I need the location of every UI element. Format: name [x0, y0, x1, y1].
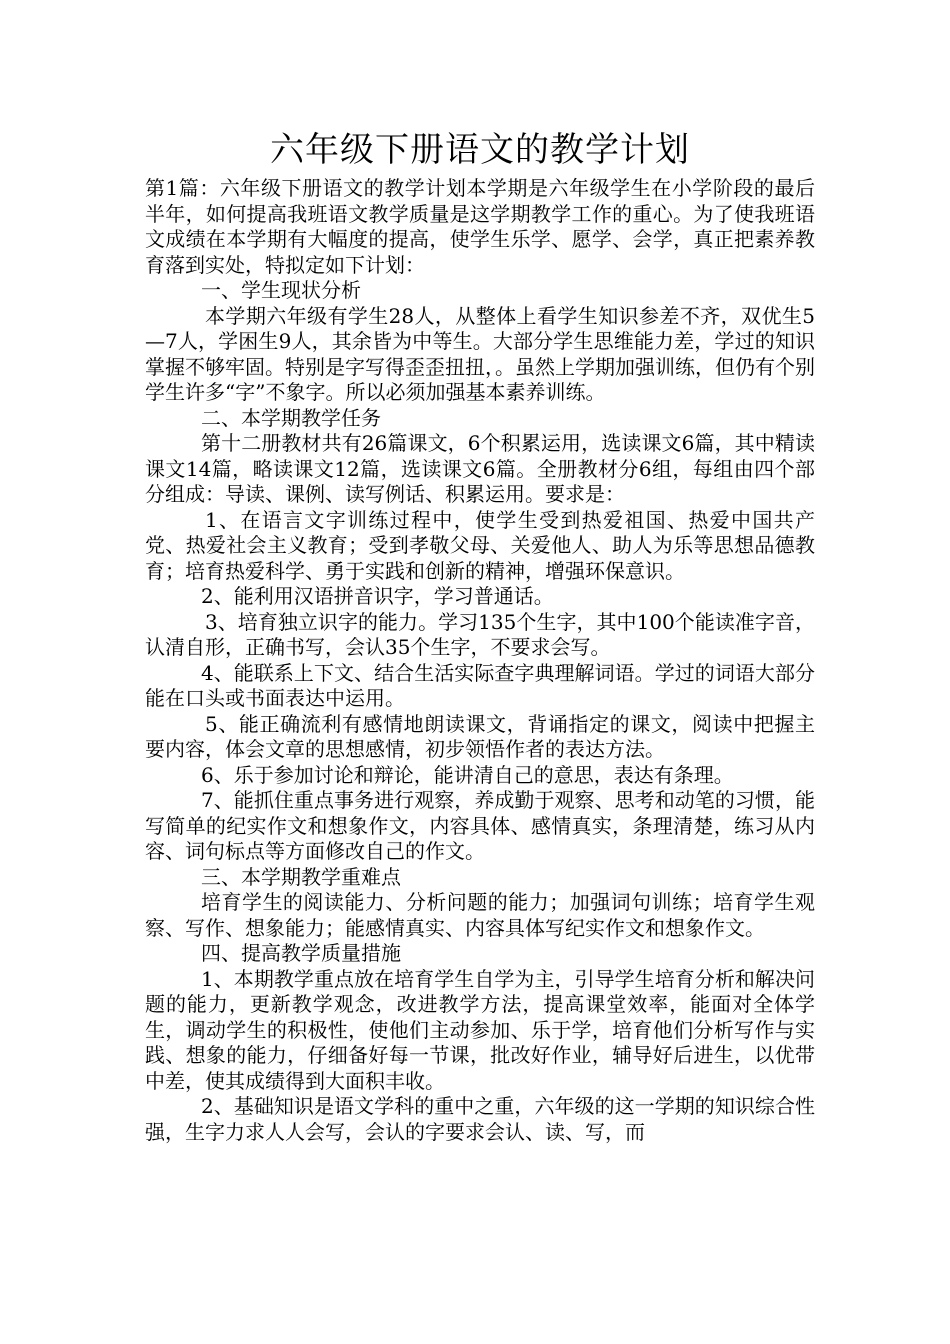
list-item: 5、能正确流利有感情地朗读课文，背诵指定的课文，阅读中把握主要内容，体会文章的思想感情，初步领悟作者的表达方法。	[145, 711, 815, 761]
document-title: 六年级下册语文的教学计划	[270, 130, 690, 170]
paragraph: 本学期六年级有学生28人，从整体上看学生知识参差不齐，双优生5—7人，学困生9人，其余皆为中等生。大部分学生思维能力差，学过的知识掌握不够牢固。特别是字写得歪歪扭扭，。虽然上学期加强训练，但仍有个别学生许多“字”不象字。所以必须加强基本素养训练。	[145, 303, 815, 404]
document-page	[145, 126, 815, 1145]
section-heading-2: 二、本学期教学任务	[201, 405, 381, 430]
section-heading-3: 三、本学期教学重难点	[201, 864, 401, 889]
document-body	[145, 176, 815, 1145]
intro-paragraph: 第1篇：六年级下册语文的教学计划本学期是六年级学生在小学阶段的最后半年，如何提高我班语文教学质量是这学期教学工作的重心。为了使我班语文成绩在本学期有大幅度的提高，使学生乐学、愿学、会学，真正把素养教育落到实处，特拟定如下计划：	[145, 176, 815, 277]
list-item: 1、本期教学重点放在培育学生自学为主，引导学生培育分析和解决问题的能力，更新教学观念，改进教学方法，提高课堂效率，能面对全体学生，调动学生的积极性，使他们主动参加、乐于学，培育他们分析写作与实践、想象的能力，仔细备好每一节课，批改好作业，辅导好后进生，以优带中差，使其成绩得到大面积丰收。	[145, 966, 815, 1093]
list-item: 4、能联系上下文、结合生活实际查字典理解词语。学过的词语大部分能在口头或书面表达中运用。	[145, 660, 815, 710]
paragraph: 第十二册教材共有26篇课文，6个积累运用，选读课文6篇，其中精读课文14篇，略读课文12篇，选读课文6篇。全册教材分6组，每组由四个部分组成：导读、课例、读写例话、积累运用。要求是：	[145, 431, 815, 506]
paragraph: 培育学生的阅读能力、分析问题的能力；加强词句训练；培育学生观察、写作、想象能力；能感情真实、内容具体写纪实作文和想象作文。	[145, 890, 815, 940]
list-item: 2、基础知识是语文学科的重中之重，六年级的这一学期的知识综合性强，生字力求人人会写，会认的字要求会认、读、写，而	[145, 1094, 815, 1144]
section-heading-1: 一、学生现状分析	[201, 278, 361, 302]
list-item: 3、培育独立识字的能力。学习135个生字，其中100个能读准字音，认清自形，正确书写，会认35个生字，不要求会写。	[145, 609, 815, 659]
list-item: 7、能抓住重点事务进行观察，养成勤于观察、思考和动笔的习惯，能写简单的纪实作文和想象作文，内容具体、感情真实，条理清楚，练习从内容、词句标点等方面修改自己的作文。	[145, 788, 815, 863]
list-item: 1、在语言文字训练过程中，使学生受到热爱祖国、热爱中国共产党、热爱社会主义教育；受到孝敬父母、关爱他人、助人为乐等思想品德教育；培育热爱科学、勇于实践和创新的精神，增强环保意识。	[145, 507, 815, 583]
section-heading-4: 四、提高教学质量措施	[201, 941, 401, 965]
list-item: 2、能利用汉语拼音识字，学习普通话。	[201, 584, 554, 608]
list-item: 6、乐于参加讨论和辩论，能讲清自己的意思，表达有条理。	[201, 762, 734, 787]
